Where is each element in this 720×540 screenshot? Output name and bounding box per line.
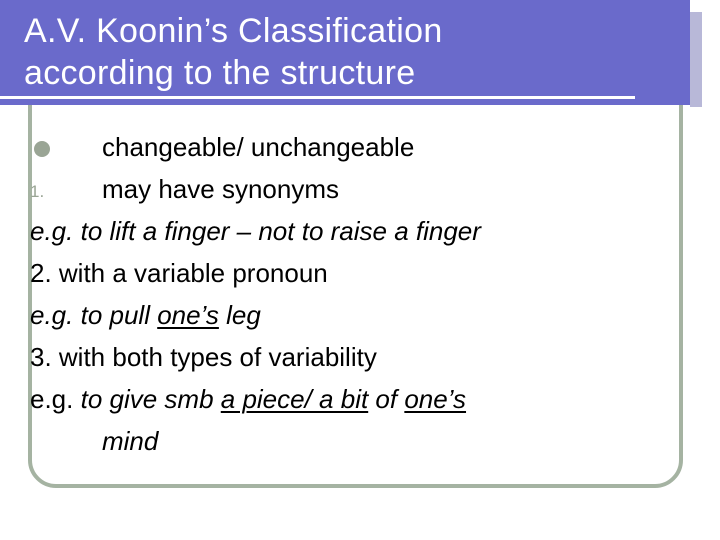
numbered-item-variable-pronoun: 2. with a variable pronoun: [30, 258, 328, 288]
title-bar: [0, 0, 690, 105]
title-line-2: according to the structure: [24, 54, 416, 92]
example-variable-pronoun: [30, 294, 670, 336]
example-underlined-text: one’s: [157, 300, 219, 330]
number-marker-text: 1.: [30, 182, 45, 202]
numbered-item-synonyms: [30, 168, 670, 210]
example-underlined-text: one’s: [404, 384, 467, 414]
title-underline: [0, 96, 635, 99]
example-both-variability: [30, 378, 670, 420]
bullet-text: changeable/ unchangeable: [102, 132, 415, 162]
numbered-item-both-variability: 3. with both types of variability: [30, 342, 377, 372]
example-underlined-text: a piece/ a bit: [220, 384, 369, 414]
slide-title: [24, 10, 443, 94]
example-text: e.g. to pull: [30, 300, 158, 330]
example-text: leg: [218, 300, 261, 330]
title-line-1: A.V. Koonin’s Classification: [24, 12, 443, 50]
number-marker: [30, 169, 102, 213]
example-text: to give smb: [80, 384, 221, 414]
bullet-dot-icon: [34, 141, 50, 157]
slide-body: [30, 126, 670, 462]
title-bar-shadow: [690, 12, 702, 107]
example-continuation: mind: [102, 426, 159, 456]
numbered-item-text: may have synonyms: [102, 174, 339, 204]
example-synonyms: e.g. to lift a finger – not to raise a finger: [30, 216, 481, 246]
example-eg: e.g.: [30, 384, 81, 414]
bullet-marker: [30, 128, 102, 170]
bullet-item-changeable: [30, 126, 670, 168]
example-text: of: [368, 384, 405, 414]
